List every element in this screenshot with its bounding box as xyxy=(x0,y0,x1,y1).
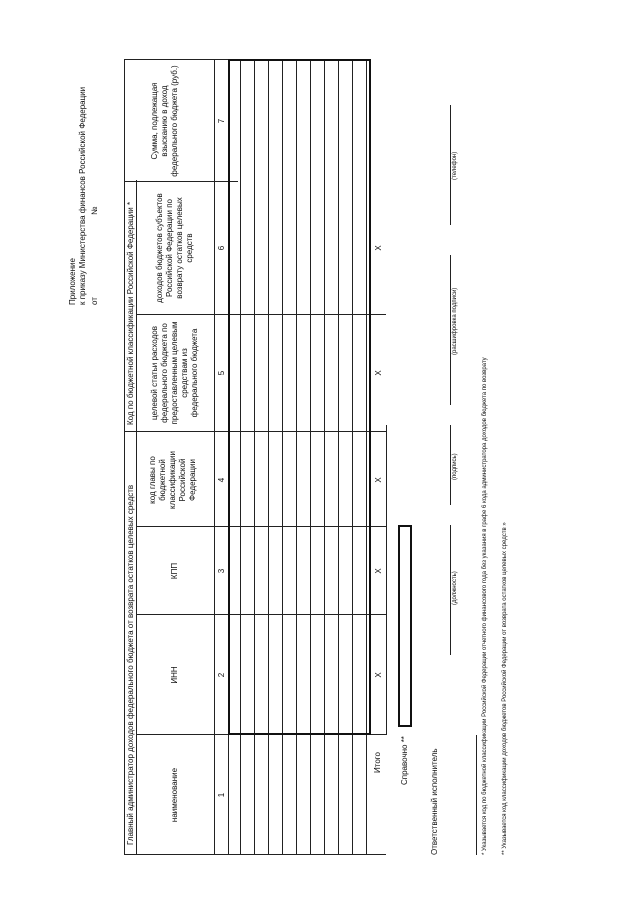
table-right-border xyxy=(124,59,238,60)
total-kpp-x: Х xyxy=(374,568,383,574)
data-entry-area xyxy=(228,59,371,735)
total-label: Итого xyxy=(373,752,382,773)
table-left-border xyxy=(124,854,386,855)
col-num-4: 4 xyxy=(217,477,226,483)
sign-line xyxy=(450,425,451,505)
position-caption: (должность) xyxy=(452,571,458,605)
col-num-5: 5 xyxy=(217,370,226,376)
total-row-line xyxy=(386,425,387,735)
date-label: от xyxy=(90,297,99,305)
group-admin-header: Главный администратор доходов федерального бюджета от возврата остатков целевых средств xyxy=(126,484,135,845)
sign-caption: (подпись) xyxy=(452,453,458,480)
appendix-label: Приложение xyxy=(68,258,77,305)
total-head-x: Х xyxy=(374,477,383,483)
col-num-7: 7 xyxy=(217,118,226,124)
col-inn-header: ИНН xyxy=(170,666,179,684)
footnote-one: * Указывается код по бюджетной классификации Российской Федерации отчетного финансового года без указания в графе 6 кода администратора доходов бюджета по возврату xyxy=(482,357,488,855)
col-num-1: 1 xyxy=(217,792,226,798)
col-name-header: наименование xyxy=(170,767,179,823)
col-num-6: 6 xyxy=(217,245,226,251)
col-num-2: 2 xyxy=(217,672,226,678)
header-bottom-line xyxy=(214,60,215,855)
position-line xyxy=(450,525,451,655)
table-top-border xyxy=(124,60,125,855)
group-header-divider xyxy=(136,180,137,855)
executor-label: Ответственный исполнитель xyxy=(430,748,439,855)
reference-box xyxy=(398,525,412,727)
reference-label: Справочно ** xyxy=(400,736,409,785)
order-line: к приказу Министерства финансов Российской Федерации xyxy=(78,86,87,305)
total-target-x: Х xyxy=(374,370,383,376)
col-sep-6 xyxy=(124,181,238,182)
col-target-header: целевой статьи расходов федерального бюджета по предоставленным целевым средствам из федерального бюджета xyxy=(150,321,199,425)
number-label: № xyxy=(90,206,99,215)
col-income-header: доходов бюджетов субъектов Российской Федерации по возврату остатков целевых средств xyxy=(155,193,194,303)
decoding-caption: (расшифровка подписи) xyxy=(452,287,458,355)
total-inn-x: Х xyxy=(374,672,383,678)
col-kpp-header: КПП xyxy=(170,562,179,580)
footnote-separator xyxy=(476,735,477,855)
col-head-code-header: код главы по бюджетной классификации Российской Федерации xyxy=(148,451,197,509)
group-code-header: Код по бюджетной классификации Российской Федерации * xyxy=(126,201,135,425)
footnote-two: ** Указывается код классификации доходов бюджетов Российской Федерации от возврата остатков целевых средств » xyxy=(502,522,508,855)
phone-line xyxy=(450,105,451,225)
decoding-line xyxy=(450,255,451,405)
col-sum-header: Сумма, подлежащая взысканию в доход федерального бюджета (руб.) xyxy=(150,65,179,177)
phone-caption: (телефон) xyxy=(452,151,458,180)
total-income-x: Х xyxy=(374,245,383,251)
col-num-3: 3 xyxy=(217,568,226,574)
